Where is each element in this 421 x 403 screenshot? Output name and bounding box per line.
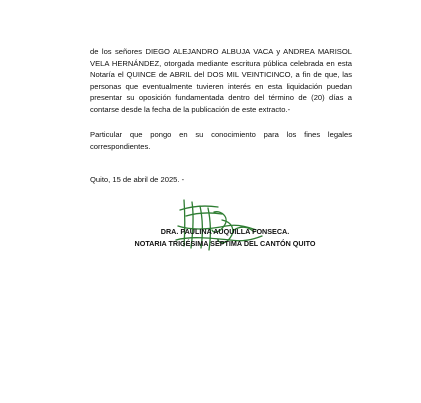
extract-paragraph: de los señores DIEGO ALEJANDRO ALBUJA VACA y ANDREA MARISOL VELA HERNÁNDEZ, otorgada mediante escritura pública celebrada en esta Notaría el QUINCE de ABRIL del DOS MIL VEINTICINCO, a fin de que, las personas que eventualmente tuvieren interés en esta liquidación puedan presentar su oposición fundamentada dentro del término de (20) días a contarse desde la fecha de la publicación de este extracto.- [90,47,352,114]
date-line: Quito, 15 de abril de 2025. - [90,175,185,184]
signature-block [100,226,350,249]
signer-name: DRA. PAULINA AUQUILLA FONSECA. [160,227,290,236]
signer-title: NOTARIA TRIGÉSIMA SÉPTIMA DEL CANTÓN QUITO [134,238,316,248]
closing-paragraph: Particular que pongo en su conocimiento para los fines legales correspondientes. [90,130,352,151]
